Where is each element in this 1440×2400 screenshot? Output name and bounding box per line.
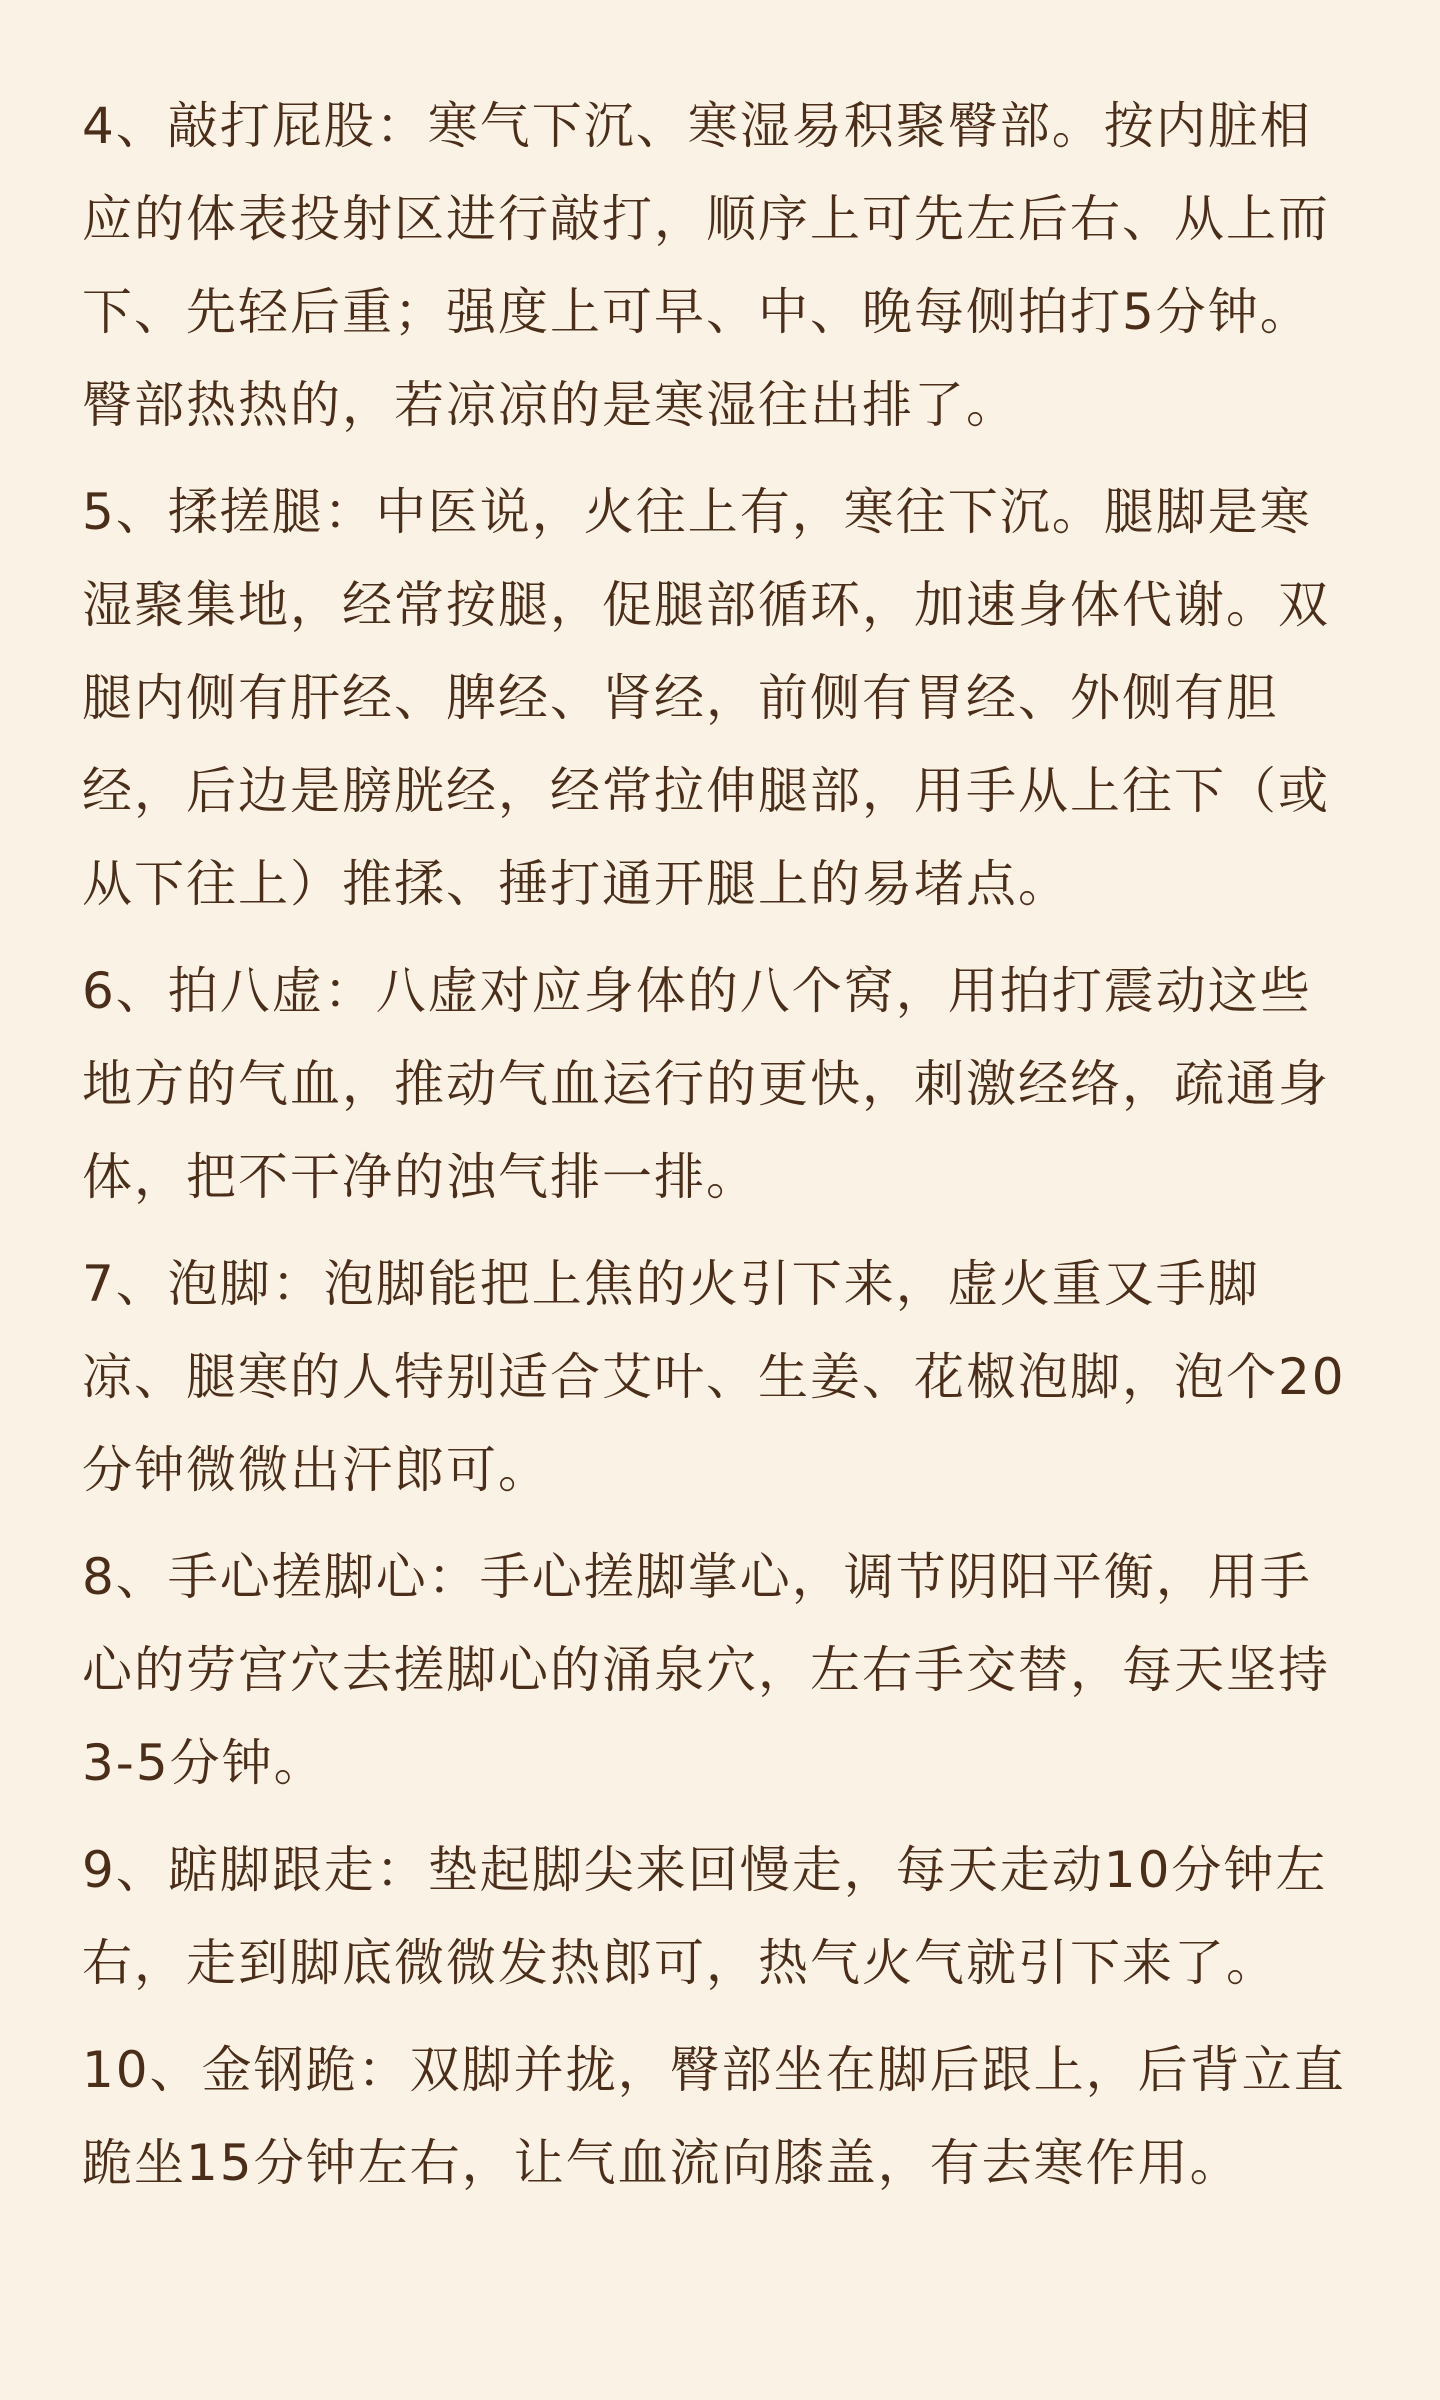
paragraph-6-pat-eight-hollows: 6、拍八虚：八虚对应身体的八个窝，用拍打震动这些地方的气血，推动气血运行的更快，刺激经络，疏通身体，把不干净的浊气排一排。 xyxy=(82,962,1330,1206)
paragraph-4-knock-buttocks: 4、敲打屁股：寒气下沉、寒湿易积聚臀部。按内脏相应的体表投射区进行敲打，顺序上可先左后右、从上而下、先轻后重；强度上可早、中、晚每侧拍打5分钟。臀部热热的，若凉凉的是寒湿往出排了。 xyxy=(82,97,1330,434)
paragraph-5-rub-legs: 5、揉搓腿：中医说，火往上有，寒往下沉。腿脚是寒湿聚集地，经常按腿，促腿部循环，加速身体代谢。双腿内侧有肝经、脾经、肾经，前侧有胃经、外侧有胆经，后边是膀胱经，经常拉伸腿部，用手从上往下（或从下往上）推揉、捶打通开腿上的易堵点。 xyxy=(82,483,1330,913)
paragraph-8-palm-rub-sole: 8、手心搓脚心：手心搓脚掌心，调节阴阳平衡，用手心的劳宫穴去搓脚心的涌泉穴，左右手交替，每天坚持3-5分钟。 xyxy=(82,1548,1330,1792)
paragraph-7-foot-soak: 7、泡脚：泡脚能把上焦的火引下来，虚火重又手脚凉、腿寒的人特别适合艾叶、生姜、花椒泡脚，泡个20分钟微微出汗郎可。 xyxy=(82,1255,1346,1499)
paragraph-10-vajra-kneel: 10、金钢跪：双脚并拢，臀部坐在脚后跟上，后背立直跪坐15分钟左右，让气血流向膝盖，有去寒作用。 xyxy=(82,2041,1346,2192)
paragraph-9-tiptoe-walk: 9、踮脚跟走：垫起脚尖来回慢走，每天走动10分钟左右，走到脚底微微发热郎可，热气火气就引下来了。 xyxy=(82,1841,1328,1992)
